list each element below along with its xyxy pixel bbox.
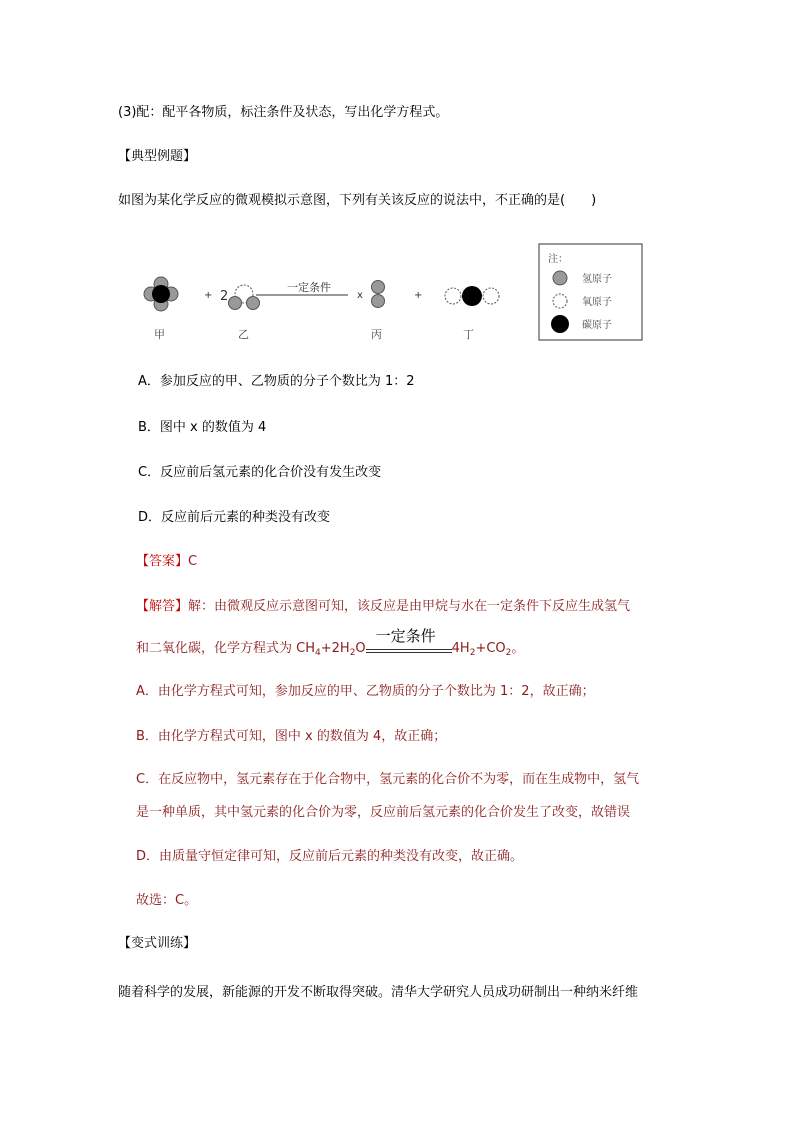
legend-carbon: 碳原子 [582,320,612,331]
legend-box [539,244,642,340]
coef-x: x [357,290,363,301]
option-b: B．图中 x 的数值为 4 [138,420,267,435]
explain-d: D．由质量守恒定律可知，反应前后元素的种类没有改变，故正确。 [136,849,524,864]
chemical-equation: $CH_4+2H_2O$ 一定条件 $4H_2+CO_2$。 [296,627,525,658]
legend-oxygen: 氧原子 [582,297,612,308]
analysis-tag: 【解答】 [136,599,189,614]
legend-hydrogen: 氢原子 [582,274,612,285]
label-jia: 甲 [154,328,165,341]
step-3-text: (3)配：配平各物质，标注条件及状态，写出化学方程式。 [118,105,449,120]
reaction-diagram [138,240,648,345]
equation-condition: 一定条件 [366,640,452,658]
option-d: D．反应前后元素的种类没有改变 [138,510,331,525]
plus-sign: + [204,290,213,301]
section-heading-practice: 【变式训练】 [118,936,197,951]
explain-a: A．由化学方程式可知，参加反应的甲、乙物质的分子个数比为 1：2，故正确； [136,684,595,699]
final-choice: 故选：C。 [136,893,198,908]
option-a: A．参加反应的甲、乙物质的分子个数比为 1：2 [138,374,415,389]
label-ding: 丁 [463,328,474,341]
answer-line [136,553,197,571]
option-c: C．反应前后氢元素的化合价没有发生改变 [138,465,382,480]
diagram-condition: 一定条件 [287,281,331,294]
explain-b: B．由化学方程式可知，图中 x 的数值为 4，故正确； [136,729,447,744]
molecule-bing [372,281,385,308]
plus-sign: + [414,290,423,301]
analysis-line-1: 【解答】解：由微观反应示意图可知，该反应是由甲烷与水在一定条件下反应生成氢气 [136,599,631,614]
explain-c-1: C．在反应物中，氢元素存在于化合物中，氢元素的化合价不为零，而在生成物中，氢气 [136,772,640,787]
label-yi: 乙 [238,328,249,341]
molecule-yi [229,285,260,310]
explain-c-2: 是一种单质，其中氢元素的化合价为零，反应前后氢元素的化合价发生了改变，故错误 [136,805,631,820]
question-text: 如图为某化学反应的微观模拟示意图，下列有关该反应的说法中，不正确的是( ) [118,193,597,208]
molecule-jia [144,277,178,311]
label-bing: 丙 [371,328,382,341]
answer-value: C [188,554,198,569]
answer-tag: 【答案】 [136,554,189,569]
molecule-ding [445,286,499,306]
coef-yi: 2 [220,289,229,304]
legend-title: 注： [548,254,568,265]
analysis-line-2: 和二氧化碳，化学方程式为 $CH_4+2H_2O$ 一定条件 $4H_2+CO_2$。 [136,627,525,658]
section-heading-example: 【典型例题】 [118,149,197,164]
practice-text: 随着科学的发展，新能源的开发不断取得突破。清华大学研究人员成功研制出一种纳米纤维 [118,985,639,1000]
